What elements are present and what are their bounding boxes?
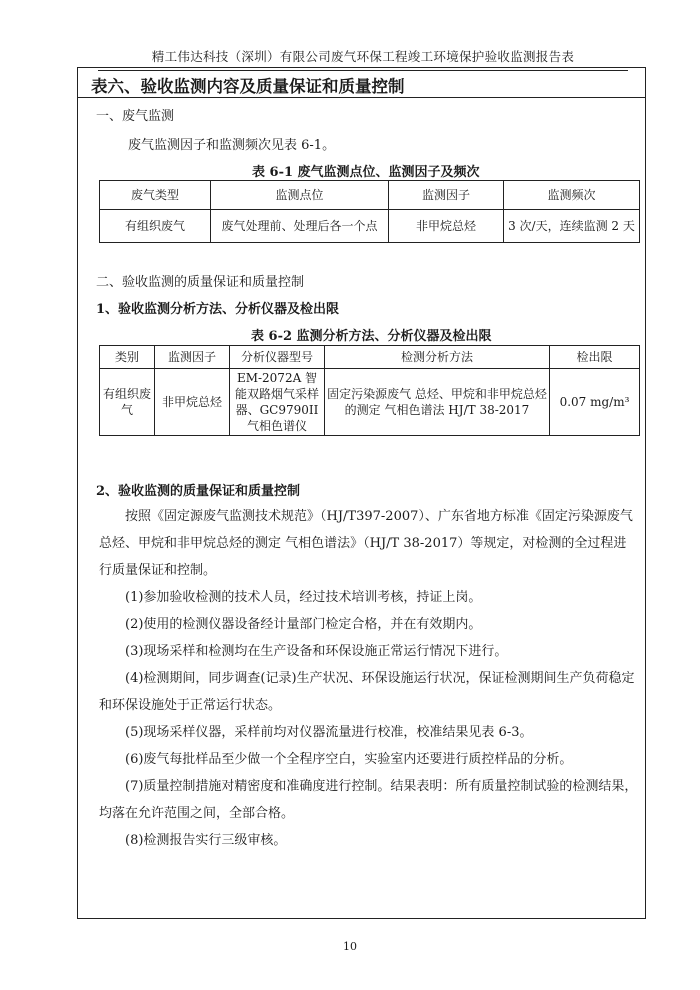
table-6-2 bbox=[99, 345, 640, 436]
qa-item: (4)检测期间，同步调查(记录)生产状况、环保设施运行状况，保证检测期间生产负荷稳定和环保设施处于正常运行状态。 bbox=[99, 671, 635, 713]
section1-heading: 一、废气监测 bbox=[96, 109, 175, 124]
page-header: 精工伟达科技（深圳）有限公司废气环保工程竣工环境保护验收监测报告表 bbox=[98, 47, 628, 71]
header-cell: 监测因子 bbox=[389, 181, 504, 210]
table-header-row bbox=[100, 346, 640, 369]
table-header-row bbox=[100, 181, 640, 210]
header-cell: 监测因子 bbox=[155, 346, 230, 369]
table1-caption: 表 6-1 废气监测点位、监测因子及频次 bbox=[252, 165, 480, 180]
subsection2-heading: 2、验收监测的质量保证和质量控制 bbox=[96, 484, 301, 499]
header-cell: 类别 bbox=[100, 346, 155, 369]
header-cell: 监测点位 bbox=[211, 181, 389, 210]
table-row bbox=[100, 369, 640, 436]
qa-item: (2)使用的检测仪器设备经计量部门检定合格，并在有效期内。 bbox=[125, 617, 482, 632]
instrument-cell: EM-2072A 智能双路烟气采样器、GC9790II 气相色谱仪 bbox=[230, 369, 325, 436]
qa-paragraph-container bbox=[99, 503, 639, 854]
limit-cell: 0.07 mg/m³ bbox=[550, 369, 640, 436]
subsection1-heading: 1、验收监测分析方法、分析仪器及检出限 bbox=[96, 302, 340, 317]
qa-item: (1)参加验收检测的技术人员，经过技术培训考核，持证上岗。 bbox=[125, 590, 482, 605]
category-cell: 有组织废气 bbox=[100, 369, 155, 436]
method-cell: 固定污染源废气 总烃、甲烷和非甲烷总烃的测定 气相色谱法 HJ/T 38-2017 bbox=[325, 369, 550, 436]
header-cell: 废气类型 bbox=[100, 181, 211, 210]
header-cell: 检测分析方法 bbox=[325, 346, 550, 369]
header-cell: 分析仪器型号 bbox=[230, 346, 325, 369]
qa-intro-paragraph: 按照《固定源废气监测技术规范》（HJ/T397-2007）、广东省地方标准《固定污染源废气 总烃、甲烷和非甲烷总烃的测定 气相色谱法》（HJ/T 38-2017）等规定，对检测的全过程进行质量保证和控制。 bbox=[99, 509, 633, 578]
section1-intro: 废气监测因子和监测频次见表 6-1。 bbox=[128, 138, 336, 153]
header-cell: 监测频次 bbox=[504, 181, 640, 210]
qa-item: (7)质量控制措施对精密度和准确度进行控制。结果表明：所有质量控制试验的检测结果，均落在允许范围之间，全部合格。 bbox=[99, 779, 638, 821]
table-cell: 非甲烷总烃 bbox=[389, 210, 504, 243]
page-number: 10 bbox=[343, 940, 357, 953]
factor-cell: 非甲烷总烃 bbox=[155, 369, 230, 436]
table-6-1 bbox=[99, 180, 640, 243]
qa-item: (8)检测报告实行三级审核。 bbox=[125, 833, 287, 848]
header-cell: 检出限 bbox=[550, 346, 640, 369]
table2-caption: 表 6-2 监测分析方法、分析仪器及检出限 bbox=[251, 329, 492, 344]
qa-item: (6)废气每批样品至少做一个全程序空白，实验室内还要进行质控样品的分析。 bbox=[125, 752, 573, 767]
table-row bbox=[100, 210, 640, 243]
section-title: 表六、验收监测内容及质量保证和质量控制 bbox=[78, 68, 645, 98]
table-cell: 有组织废气 bbox=[100, 210, 211, 243]
section2-heading: 二、验收监测的质量保证和质量控制 bbox=[96, 275, 305, 290]
table-cell: 3 次/天，连续监测 2 天 bbox=[504, 210, 640, 243]
qa-item: (5)现场采样仪器，采样前均对仪器流量进行校准，校准结果见表 6-3。 bbox=[125, 725, 533, 740]
qa-item: (3)现场采样和检测均在生产设备和环保设施正常运行情况下进行。 bbox=[125, 644, 508, 659]
table-cell: 废气处理前、处理后各一个点 bbox=[211, 210, 389, 243]
